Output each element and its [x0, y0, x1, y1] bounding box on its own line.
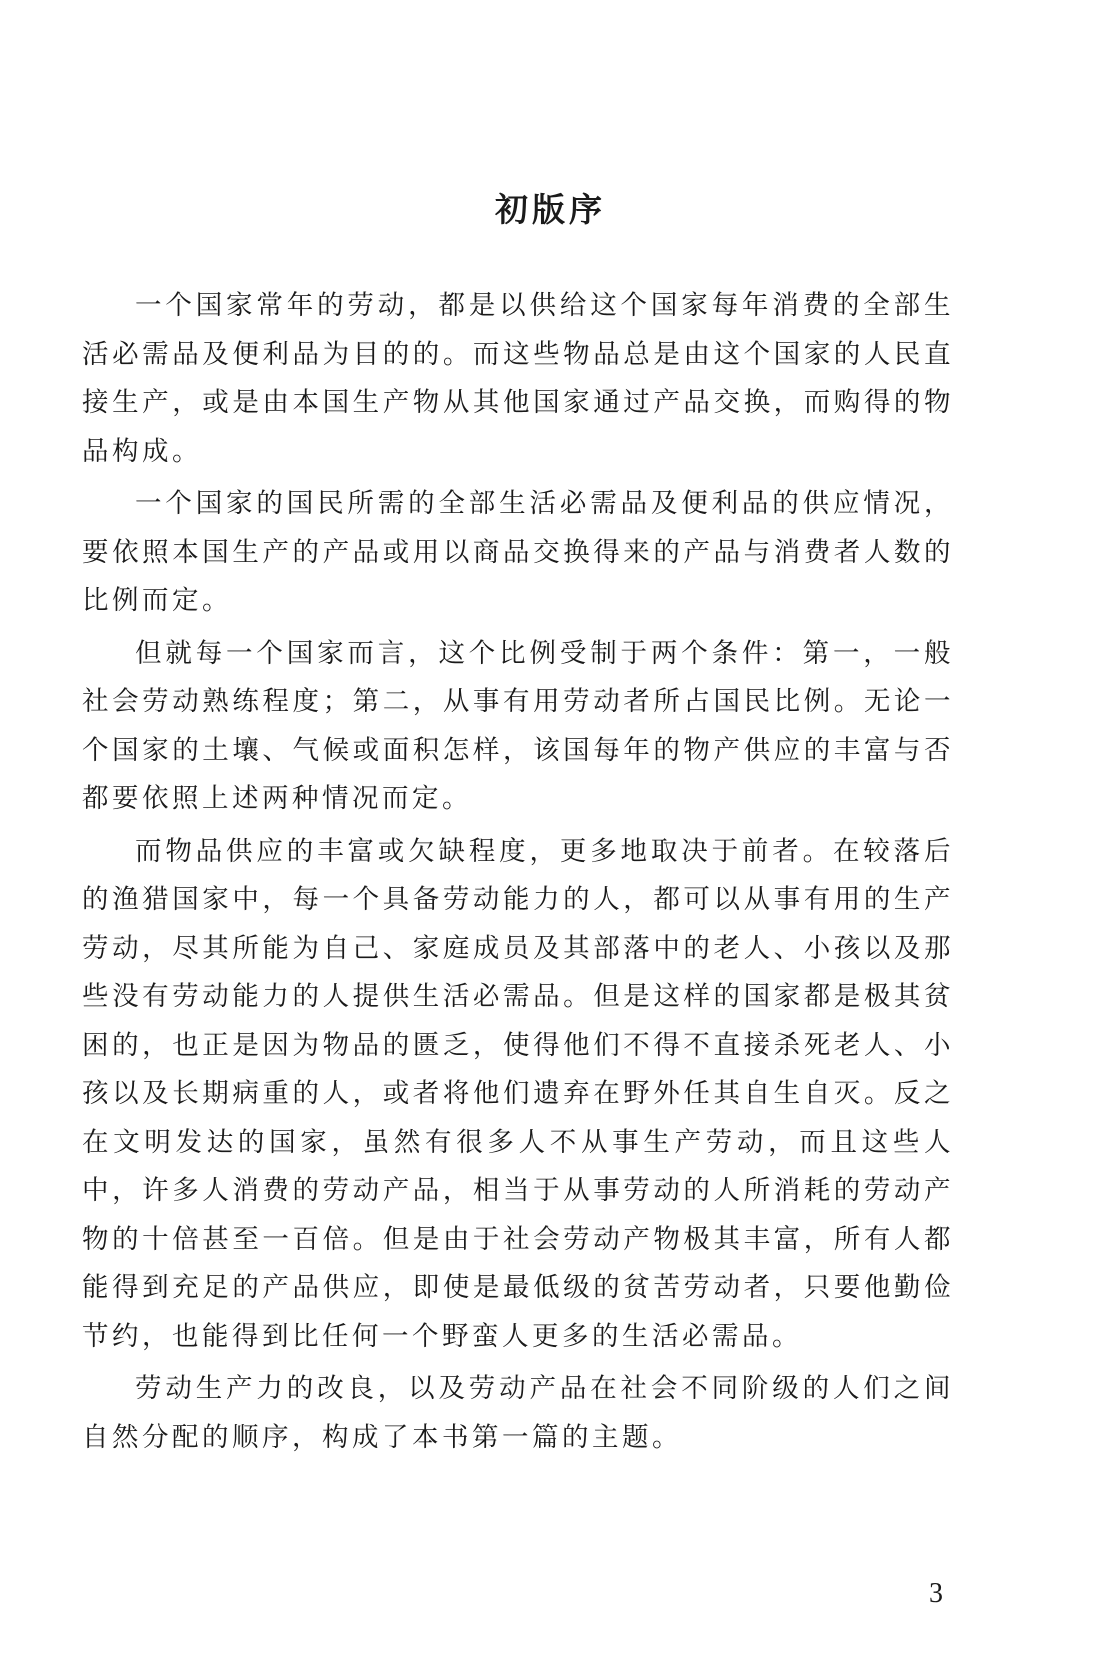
paragraph-5: 劳动生产力的改良，以及劳动产品在社会不同阶级的人们之间自然分配的顺序，构成了本书第一篇的主题。 [82, 1373, 954, 1453]
body-text [82, 282, 954, 1466]
paragraph-3: 但就每一个国家而言，这个比例受制于两个条件：第一，一般社会劳动熟练程度；第二，从事有用劳动者所占国民比例。无论一个国家的土壤、气候或面积怎样，该国每年的物产供应的丰富与否都要依照上述两种情况而定。 [82, 637, 954, 814]
paragraph-4: 而物品供应的丰富或欠缺程度，更多地取决于前者。在较落后的渔猎国家中，每一个具备劳动能力的人，都可以从事有用的生产劳动，尽其所能为自己、家庭成员及其部落中的老人、小孩以及那些没有劳动能力的人提供生活必需品。但是这样的国家都是极其贫困的，也正是因为物品的匮乏，使得他们不得不直接杀死老人、小孩以及长期病重的人，或者将他们遗弃在野外任其自生自灭。反之在文明发达的国家，虽然有很多人不从事生产劳动，而且这些人中，许多人消费的劳动产品，相当于从事劳动的人所消耗的劳动产物的十倍甚至一百倍。但是由于社会劳动产物极其丰富，所有人都能得到充足的产品供应，即使是最低级的贫苦劳动者，只要他勤俭节约，也能得到比任何一个野蛮人更多的生活必需品。 [82, 835, 954, 1352]
page-number: 3 [929, 1578, 943, 1609]
chapter-title: 初版序 [495, 190, 606, 229]
paragraph-1: 一个国家常年的劳动，都是以供给这个国家每年消费的全部生活必需品及便利品为目的的。而这些物品总是由这个国家的人民直接生产，或是由本国生产物从其他国家通过产品交换，而购得的物品构成。 [82, 290, 954, 467]
paragraph-2: 一个国家的国民所需的全部生活必需品及便利品的供应情况，要依照本国生产的产品或用以商品交换得来的产品与消费者人数的比例而定。 [82, 488, 954, 616]
